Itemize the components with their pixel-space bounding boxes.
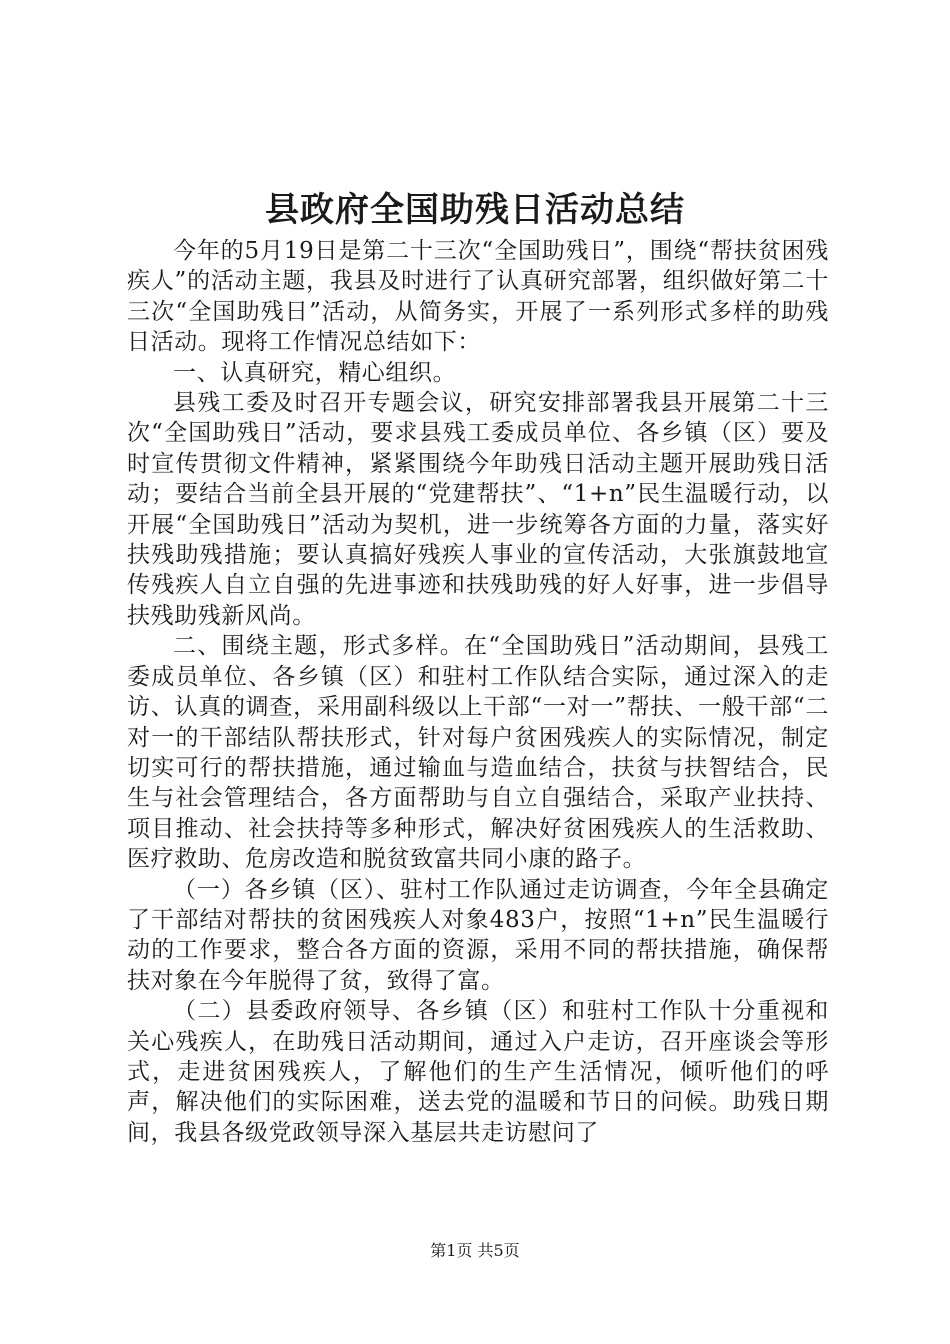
document-body bbox=[127, 236, 829, 1148]
paragraph-subsection-2: （二）县委政府领导、各乡镇（区）和驻村工作队十分重视和关心残疾人，在助残日活动期间，通过入户走访，召开座谈会等形式，走进贫困残疾人，了解他们的生产生活情况，倾听他们的呼声，解决他们的实际困难，送去党的温暖和节日的问候。助残日期间，我县各级党政领导深入基层共走访慰问了 bbox=[127, 998, 829, 1146]
page-number-footer: 第1页 共5页 bbox=[430, 1241, 520, 1260]
section-heading-1: 一、认真研究，精心组织。 bbox=[173, 359, 457, 386]
paragraph-section-2: 二、围绕主题，形式多样。在“全国助残日”活动期间，县残工委成员单位、各乡镇（区）和驻村工作队结合实际，通过深入的走访、认真的调查，采用副科级以上干部“一对一”帮扶、一般干部“二对一的干部结队帮扶形式，针对每户贫困残疾人的实际情况，制定切实可行的帮扶措施，通过输血与造血结合，扶贫与扶智结合，民生与社会管理结合，各方面帮助与自立自强结合，采取产业扶持、项目推动、社会扶持等多种形式，解决好贫困残疾人的生活救助、医疗救助、危房改造和脱贫致富共同小康的路子。 bbox=[127, 633, 829, 873]
paragraph-intro: 今年的5月19日是第二十三次“全国助残日”，围绕“帮扶贫困残疾人”的活动主题，我县及时进行了认真研究部署，组织做好第二十三次“全国助残日”活动，从简务实，开展了一系列形式多样的助残日活动。现将工作情况总结如下： bbox=[127, 238, 829, 356]
paragraph-section-1: 县残工委及时召开专题会议，研究安排部署我县开展第二十三次“全国助残日”活动，要求县残工委成员单位、各乡镇（区）要及时宣传贯彻文件精神，紧紧围绕今年助残日活动主题开展助残日活动；要结合当前全县开展的“党建帮扶”、“1+n”民生温暖行动，以开展“全国助残日”活动为契机，进一步统筹各方面的力量，落实好扶残助残措施；要认真搞好残疾人事业的宣传活动，大张旗鼓地宣传残疾人自立自强的先进事迹和扶残助残的好人好事，进一步倡导扶残助残新风尚。 bbox=[127, 390, 829, 629]
paragraph-subsection-1: （一）各乡镇（区）、驻村工作队通过走访调查，今年全县确定了干部结对帮扶的贫困残疾人对象483户，按照“1+n”民生温暖行动的工作要求，整合各方面的资源，采用不同的帮扶措施，确保帮扶对象在今年脱得了贫，致得了富。 bbox=[127, 876, 829, 994]
document-title: 县政府全国助残日活动总结 bbox=[265, 190, 685, 230]
